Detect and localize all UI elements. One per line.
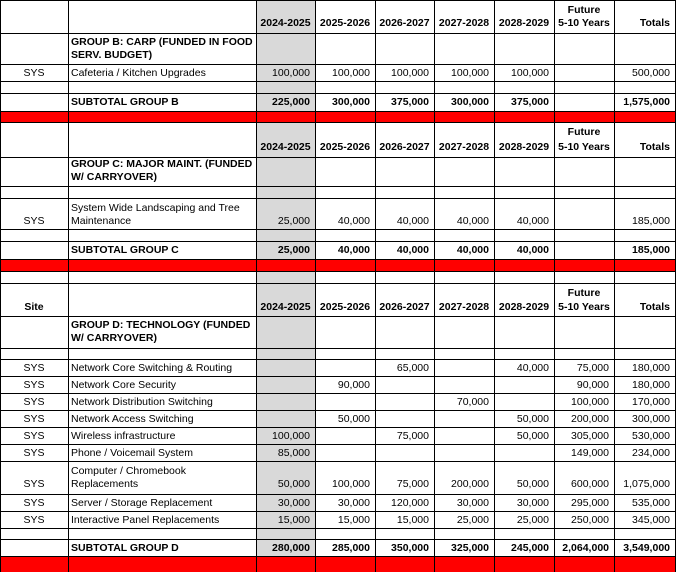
header-c-year-2: 2025-2026 [319, 141, 371, 153]
table-row-future: 100,000 [571, 396, 609, 408]
header-d-year-3: 2026-2027 [379, 301, 430, 313]
table-row-total: 530,000 [632, 430, 670, 442]
header-d-year-2: 2025-2026 [319, 301, 371, 313]
group-b-subtotal-label: SUBTOTAL GROUP B [71, 96, 179, 108]
group-c-row-site: SYS [23, 215, 45, 227]
table-row-y3: 75,000 [396, 430, 429, 442]
table-row-item: Network Core Security [71, 379, 177, 391]
table-row-item: Wireless infrastructure [71, 430, 176, 442]
header-year-5: 2028-2029 [498, 17, 550, 29]
group-b-subtotal-y3: 375,000 [391, 96, 429, 108]
header-year-2: 2025-2026 [319, 17, 371, 29]
table-row-item: Network Core Switching & Routing [71, 362, 233, 374]
group-d-subtotal-y5: 245,000 [511, 542, 549, 554]
table-row-y3: 120,000 [391, 497, 429, 509]
table-row-site: SYS [23, 514, 45, 526]
header-future-line2: 5-10 Years [558, 17, 610, 29]
table-row-y5: 50,000 [516, 413, 549, 425]
header-d-future-line2: 5-10 Years [558, 301, 610, 313]
group-c-subtotal-y1: 25,000 [277, 244, 310, 256]
table-row-site: SYS [23, 396, 45, 408]
table-row-y1: 15,000 [277, 514, 310, 526]
table-row-total: 180,000 [632, 362, 670, 374]
header-c-year-1: 2024-2025 [260, 141, 311, 153]
header-totals: Totals [639, 17, 670, 29]
group-c-row-y2: 40,000 [337, 215, 370, 227]
header-c-year-4: 2027-2028 [438, 141, 490, 153]
header-d-site: Site [24, 301, 44, 313]
table-row-total: 170,000 [632, 396, 670, 408]
group-b-row-item: Cafeteria / Kitchen Upgrades [71, 67, 206, 79]
header-d-totals: Totals [639, 301, 670, 313]
group-c-subtotal-label: SUBTOTAL GROUP C [71, 244, 179, 256]
table-row-future: 149,000 [571, 447, 609, 459]
red-band-c [0, 259, 676, 271]
group-d-subtotal-label: SUBTOTAL GROUP D [71, 542, 179, 554]
group-b-row-total: 500,000 [632, 67, 670, 79]
table-row-item: Network Access Switching [71, 413, 194, 425]
table-row-future: 305,000 [571, 430, 609, 442]
group-c-row-y4: 40,000 [456, 215, 489, 227]
group-b-subtotal-total: 1,575,000 [623, 96, 670, 108]
group-d-subtotal-y2: 285,000 [332, 542, 370, 554]
group-d-subtotal-y1: 280,000 [272, 542, 310, 554]
group-b-subtotal-y2: 300,000 [332, 96, 370, 108]
table-row-item: Server / Storage Replacement [71, 497, 213, 509]
header-c-totals: Totals [639, 141, 670, 153]
header-d-year-5: 2028-2029 [498, 301, 550, 313]
table-row-item: Interactive Panel Replacements [71, 514, 220, 526]
header-c-future-line2: 5-10 Years [558, 141, 610, 153]
group-b-row-y4: 100,000 [451, 67, 489, 79]
table-row-y5: 50,000 [516, 430, 549, 442]
table-row-y1: 100,000 [272, 430, 310, 442]
table-row-y1: 85,000 [277, 447, 310, 459]
header-c-year-5: 2028-2029 [498, 141, 550, 153]
header-year-1: 2024-2025 [260, 17, 311, 29]
group-b-title: GROUP B: CARP (FUNDED IN FOOD SERV. BUDGET) [71, 36, 253, 61]
table-row-site: SYS [23, 447, 45, 459]
group-c-row-item: System Wide Landscaping and Tree Maintenance [71, 202, 240, 227]
table-row-future: 200,000 [571, 413, 609, 425]
table-row-y1: 30,000 [277, 497, 310, 509]
red-band-b [0, 111, 676, 122]
header-future-line1: Future [567, 4, 601, 16]
table-row-y4: 25,000 [456, 514, 489, 526]
table-row-total: 535,000 [632, 497, 670, 509]
table-row-y3: 75,000 [396, 478, 429, 490]
table-row-item: Phone / Voicemail System [71, 447, 193, 459]
group-c-row-y3: 40,000 [396, 215, 429, 227]
group-b-subtotal-y1: 225,000 [272, 96, 310, 108]
table-row-y5: 50,000 [516, 478, 549, 490]
table-row-y4: 30,000 [456, 497, 489, 509]
group-b-row-site: SYS [23, 67, 45, 79]
table-row-y3: 65,000 [396, 362, 429, 374]
group-c-subtotal-y5: 40,000 [516, 244, 549, 256]
group-c-subtotal-total: 185,000 [632, 244, 670, 256]
header-year-4: 2027-2028 [438, 17, 490, 29]
table-row-y2: 90,000 [337, 379, 370, 391]
table-row-total: 234,000 [632, 447, 670, 459]
header-c-year-3: 2026-2027 [379, 141, 430, 153]
table-row-future: 250,000 [571, 514, 609, 526]
table-row-item: Network Distribution Switching [71, 396, 213, 408]
table-row-site: SYS [23, 478, 45, 490]
group-c-subtotal-y4: 40,000 [456, 244, 489, 256]
group-b-row-y1: 100,000 [272, 67, 310, 79]
table-row-y2: 30,000 [337, 497, 370, 509]
group-c-row-y5: 40,000 [516, 215, 549, 227]
table-row-site: SYS [23, 362, 45, 374]
group-b-row-y5: 100,000 [511, 67, 549, 79]
table-row-y2: 15,000 [337, 514, 370, 526]
group-b-row-y3: 100,000 [391, 67, 429, 79]
table-row-total: 345,000 [632, 514, 670, 526]
table-row-site: SYS [23, 379, 45, 391]
header-d-year-1: 2024-2025 [260, 301, 311, 313]
group-c-title: GROUP C: MAJOR MAINT. (FUNDED W/ CARRYOVER) [71, 158, 253, 183]
header-c-future-line1: Future [567, 126, 601, 138]
table-row-y4: 70,000 [456, 396, 489, 408]
table-row-total: 1,075,000 [623, 478, 670, 490]
group-d-subtotal-y4: 325,000 [451, 542, 489, 554]
table-row-site: SYS [23, 413, 45, 425]
header-d-year-4: 2027-2028 [438, 301, 490, 313]
group-b-subtotal-y4: 300,000 [451, 96, 489, 108]
group-c-row-total: 185,000 [632, 215, 670, 227]
group-d-subtotal-total: 3,549,000 [623, 542, 670, 554]
table-row-y2: 50,000 [337, 413, 370, 425]
group-d-title: GROUP D: TECHNOLOGY (FUNDED W/ CARRYOVER) [71, 319, 251, 344]
table-row-y3: 15,000 [396, 514, 429, 526]
group-d-subtotal-y3: 350,000 [391, 542, 429, 554]
table-row-total: 300,000 [632, 413, 670, 425]
table-row-site: SYS [23, 430, 45, 442]
table-row-future: 295,000 [571, 497, 609, 509]
group-d-subtotal-future: 2,064,000 [562, 542, 609, 554]
table-row-y4: 200,000 [451, 478, 489, 490]
table-row-site: SYS [23, 497, 45, 509]
group-c-subtotal-y2: 40,000 [337, 244, 370, 256]
table-row-y5: 40,000 [516, 362, 549, 374]
table-row-future: 75,000 [576, 362, 609, 374]
table-row-y5: 25,000 [516, 514, 549, 526]
group-c-subtotal-y3: 40,000 [396, 244, 429, 256]
table-row-future: 600,000 [571, 478, 609, 490]
table-row-item: Computer / Chromebook Replacements [71, 465, 186, 490]
group-b-row-y2: 100,000 [332, 67, 370, 79]
table-row-y2: 100,000 [332, 478, 370, 490]
header-d-future-line1: Future [567, 287, 601, 299]
table-row-y1: 50,000 [277, 478, 310, 490]
table-row-y5: 30,000 [516, 497, 549, 509]
red-band-d [0, 556, 676, 572]
header-year-3: 2026-2027 [379, 17, 430, 29]
group-b-subtotal-y5: 375,000 [511, 96, 549, 108]
table-row-future: 90,000 [576, 379, 609, 391]
group-c-row-y1: 25,000 [277, 215, 310, 227]
table-row-total: 180,000 [632, 379, 670, 391]
